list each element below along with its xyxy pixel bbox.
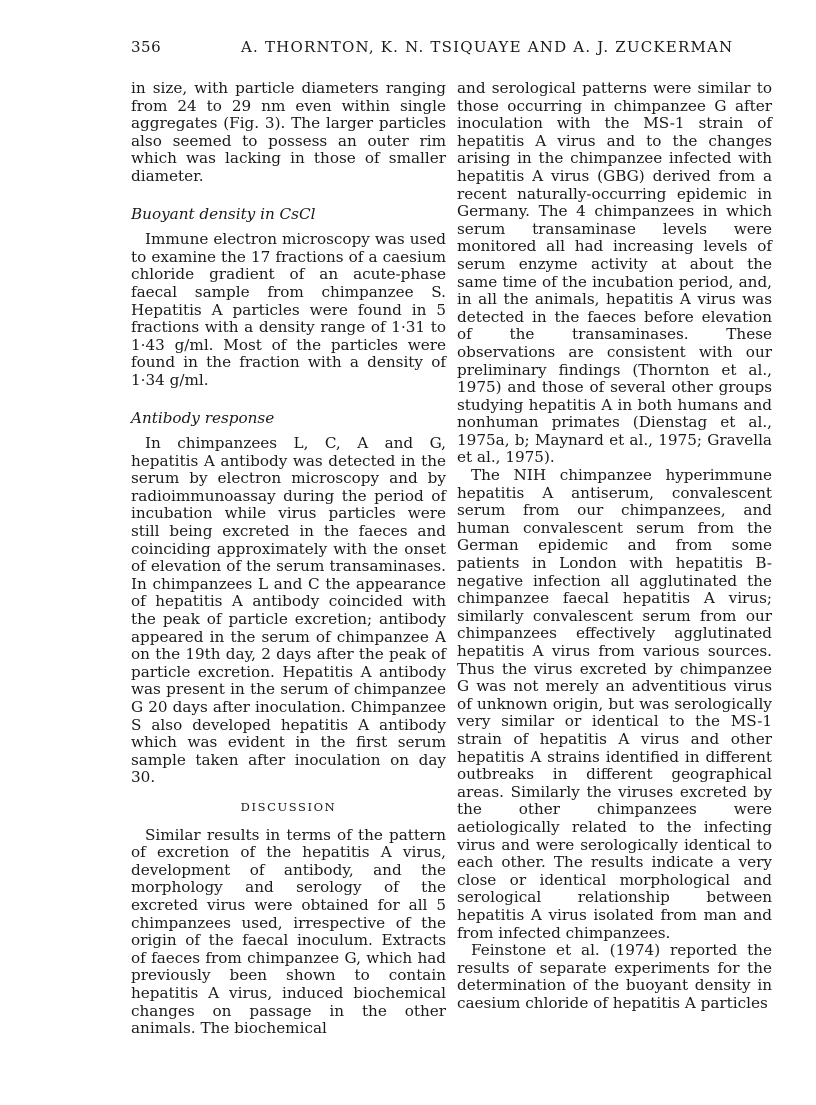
left-column (131, 80, 446, 1038)
paragraph-continued-right: and serological patterns were similar to those occurring in chimpanzee G after inoculation with the MS-1 strain of hepatitis A virus and to the changes arising in the chimpanzee infected with hepatitis A virus (GBG) derived from a recent naturally-occurring epidemic in Germany. The 4 chimpanzees in which serum transaminase levels were monitored all had increasing levels of serum enzyme activity at about the same time of the incubation period, and, in all the animals, hepatitis A virus was detected in the faeces before elevation of the transaminases. These observations are consistent with our preliminary findings (Thornton et al., 1975) and those of several other groups studying hepatitis A in both humans and nonhuman primates (Dienstag et al., 1975a, b; Maynard et al., 1975; Gravella et al., 1975). (457, 79, 772, 467)
running-head: A. THORNTON, K. N. TSIQUAYE AND A. J. ZUCKERMAN (241, 38, 734, 56)
section-heading-buoyant-density: Buoyant density in CsCl (131, 204, 316, 223)
page-header (131, 38, 771, 62)
paragraph-nih-antiserum: The NIH chimpanzee hyperimmune hepatitis A antiserum, convalescent serum from our chimpanzees, and human convalescent serum from the German epidemic and from some patients in London with hepatitis B-negative infection all agglutinated the chimpanzee faecal hepatitis A virus; similarly convalescent serum from our chimpanzees effectively agglutinated hepatitis A virus from various sources. Thus the virus excreted by chimpanzee G was not merely an adventitious virus of unknown origin, but was serologically very similar or identical to the MS-1 strain of hepatitis A virus and other hepatitis A strains identified in different outbreaks in different geographical areas. Similarly the viruses excreted by the other chimpanzees were aetiologically related to the infecting virus and were serologically identical to each other. The results indicate a very close or identical morphological and serological relationship between hepatitis A virus isolated from man and from infected chimpanzees. (457, 466, 772, 942)
paragraph-buoyant-density: Immune electron microscopy was used to examine the 17 fractions of a caesium chloride gradient of an acute-phase faecal sample from chimpanzee S. Hepatitis A particles were found in 5 fractions with a density range of 1·31 to 1·43 g/ml. Most of the particles were found in the fraction with a density of 1·34 g/ml. (131, 230, 446, 389)
paragraph-feinstone: Feinstone et al. (1974) reported the results of separate experiments for the determination of the buoyant density in caesium chloride of hepatitis A particles (457, 941, 772, 1012)
right-column (457, 80, 772, 1012)
section-heading-discussion: DISCUSSION (240, 799, 337, 814)
paragraph-continued: in size, with particle diameters ranging from 24 to 29 nm even within single aggregates (Fig. 3). The larger particles also seemed to possess an outer rim which was lacking in those of smaller diameter. (131, 79, 446, 185)
section-heading-antibody-response: Antibody response (131, 408, 275, 427)
paragraph-antibody-response: In chimpanzees L, C, A and G, hepatitis A antibody was detected in the serum by electron microscopy and by radioimmunoassay during the period of incubation while virus particles were still being excreted in the faeces and coinciding approximately with the onset of elevation of the serum transaminases. In chimpanzees L and C the appearance of hepatitis A antibody coincided with the peak of particle excretion; antibody appeared in the serum of chimpanzee A on the 19th day, 2 days after the peak of particle excretion. Hepatitis A antibody was present in the serum of chimpanzee G 20 days after inoculation. Chimpanzee S also developed hepatitis A antibody which was evident in the first serum sample taken after inoculation on day 30. (131, 434, 446, 787)
paragraph-discussion: Similar results in terms of the pattern of excretion of the hepatitis A virus, development of antibody, and the morphology and serology of the excreted virus were obtained for all 5 chimpanzees used, irrespective of the origin of the faecal inoculum. Extracts of faeces from chimpanzee G, which had previously been shown to contain hepatitis A virus, induced biochemical changes on passage in the other animals. The biochemical (131, 825, 446, 1038)
page-number: 356 (131, 38, 162, 56)
